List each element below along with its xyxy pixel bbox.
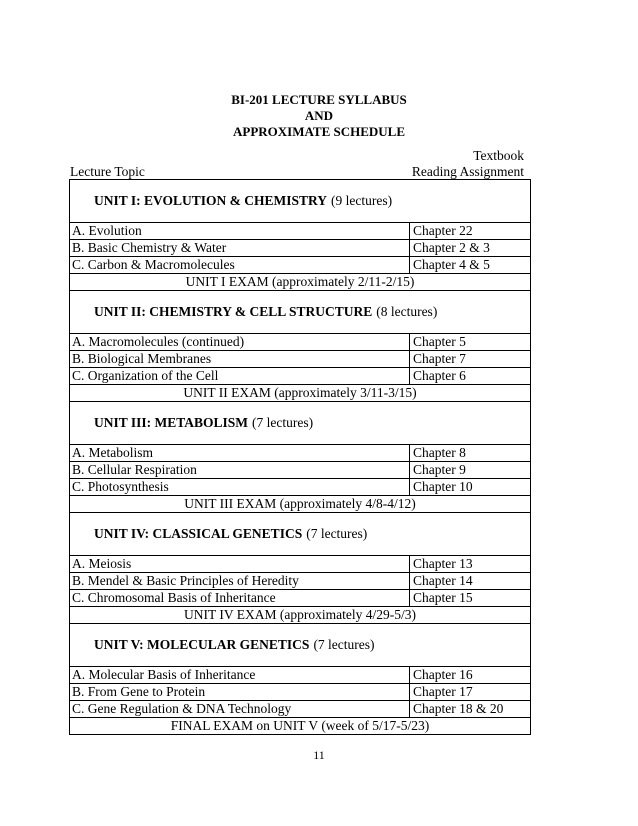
lecture-topic: C. Chromosomal Basis of Inheritance [70, 590, 410, 606]
lecture-topic: A. Macromolecules (continued) [70, 334, 410, 350]
lecture-topic: C. Gene Regulation & DNA Technology [70, 701, 410, 717]
unit-name: UNIT IV: CLASSICAL GENETICS [94, 526, 303, 541]
topic-row [70, 445, 530, 462]
reading-chapter: Chapter 22 [413, 223, 473, 238]
unit-lecture-count: (9 lectures) [331, 193, 393, 208]
reading-chapter: Chapter 7 [413, 351, 466, 366]
unit-name: UNIT III: METABOLISM [94, 415, 249, 430]
topic-row [70, 334, 530, 351]
topic-row [70, 590, 530, 607]
unit-name: UNIT I: EVOLUTION & CHEMISTRY [94, 193, 328, 208]
unit-lecture-count: (7 lectures) [306, 526, 368, 541]
syllabus-title [0, 92, 638, 140]
topic-row [70, 479, 530, 496]
topic-row [70, 462, 530, 479]
syllabus-table [69, 179, 531, 735]
unit-lecture-count: (8 lectures) [376, 304, 438, 319]
reading-chapter: Chapter 4 & 5 [413, 257, 490, 272]
reading-chapter: Chapter 6 [413, 368, 466, 383]
unit-exam: UNIT I EXAM (approximately 2/11-2/15) [70, 274, 530, 291]
unit-lecture-count: (7 lectures) [313, 637, 375, 652]
title-line-3: APPROXIMATE SCHEDULE [232, 124, 406, 139]
lecture-topic: B. Biological Membranes [70, 351, 410, 367]
topic-row [70, 240, 530, 257]
unit-heading [70, 402, 530, 445]
reading-chapter: Chapter 2 & 3 [413, 240, 490, 255]
reading-chapter: Chapter 14 [413, 573, 473, 588]
lecture-topic: A. Metabolism [70, 445, 410, 461]
reading-chapter: Chapter 9 [413, 462, 466, 477]
reading-chapter: Chapter 17 [413, 684, 473, 699]
topic-row [70, 667, 530, 684]
reading-chapter: Chapter 5 [413, 334, 466, 349]
title-line-1: BI-201 LECTURE SYLLABUS [231, 92, 407, 107]
textbook-header: Textbook [473, 148, 524, 163]
unit-exam: UNIT II EXAM (approximately 3/11-3/15) [70, 385, 530, 402]
reading-chapter: Chapter 15 [413, 590, 473, 605]
lecture-topic: B. Mendel & Basic Principles of Heredity [70, 573, 410, 589]
unit-exam: UNIT III EXAM (approximately 4/8-4/12) [70, 496, 530, 513]
page-number: 11 [313, 748, 325, 762]
reading-assignment-header: Reading Assignment [411, 164, 524, 179]
unit-heading [70, 291, 530, 334]
topic-row [70, 257, 530, 274]
lecture-topic: C. Carbon & Macromolecules [70, 257, 410, 273]
topic-row [70, 684, 530, 701]
lecture-topic: B. Cellular Respiration [70, 462, 410, 478]
lecture-topic: C. Photosynthesis [70, 479, 410, 495]
reading-chapter: Chapter 18 & 20 [413, 701, 504, 716]
topic-row [70, 368, 530, 385]
unit-heading [70, 180, 530, 223]
lecture-topic: B. From Gene to Protein [70, 684, 410, 700]
topic-row [70, 701, 530, 718]
lecture-topic: A. Molecular Basis of Inheritance [70, 667, 410, 683]
unit-heading [70, 513, 530, 556]
reading-chapter: Chapter 13 [413, 556, 473, 571]
topic-row [70, 573, 530, 590]
reading-chapter: Chapter 16 [413, 667, 473, 682]
unit-exam: FINAL EXAM on UNIT V (week of 5/17-5/23) [170, 718, 430, 733]
unit-name: UNIT V: MOLECULAR GENETICS [94, 637, 310, 652]
reading-chapter: Chapter 8 [413, 445, 466, 460]
lecture-topic-header: Lecture Topic [70, 164, 145, 179]
topic-row [70, 351, 530, 368]
lecture-topic: A. Meiosis [70, 556, 410, 572]
topic-row [70, 556, 530, 573]
unit-lecture-count: (7 lectures) [252, 415, 314, 430]
reading-chapter: Chapter 10 [413, 479, 473, 494]
lecture-topic: A. Evolution [70, 223, 410, 239]
unit-name: UNIT II: CHEMISTRY & CELL STRUCTURE [94, 304, 373, 319]
topic-row [70, 223, 530, 240]
unit-heading [70, 624, 530, 667]
title-line-2: AND [304, 108, 334, 123]
unit-exam: UNIT IV EXAM (approximately 4/29-5/3) [70, 607, 530, 624]
lecture-topic: B. Basic Chemistry & Water [70, 240, 410, 256]
lecture-topic: C. Organization of the Cell [70, 368, 410, 384]
